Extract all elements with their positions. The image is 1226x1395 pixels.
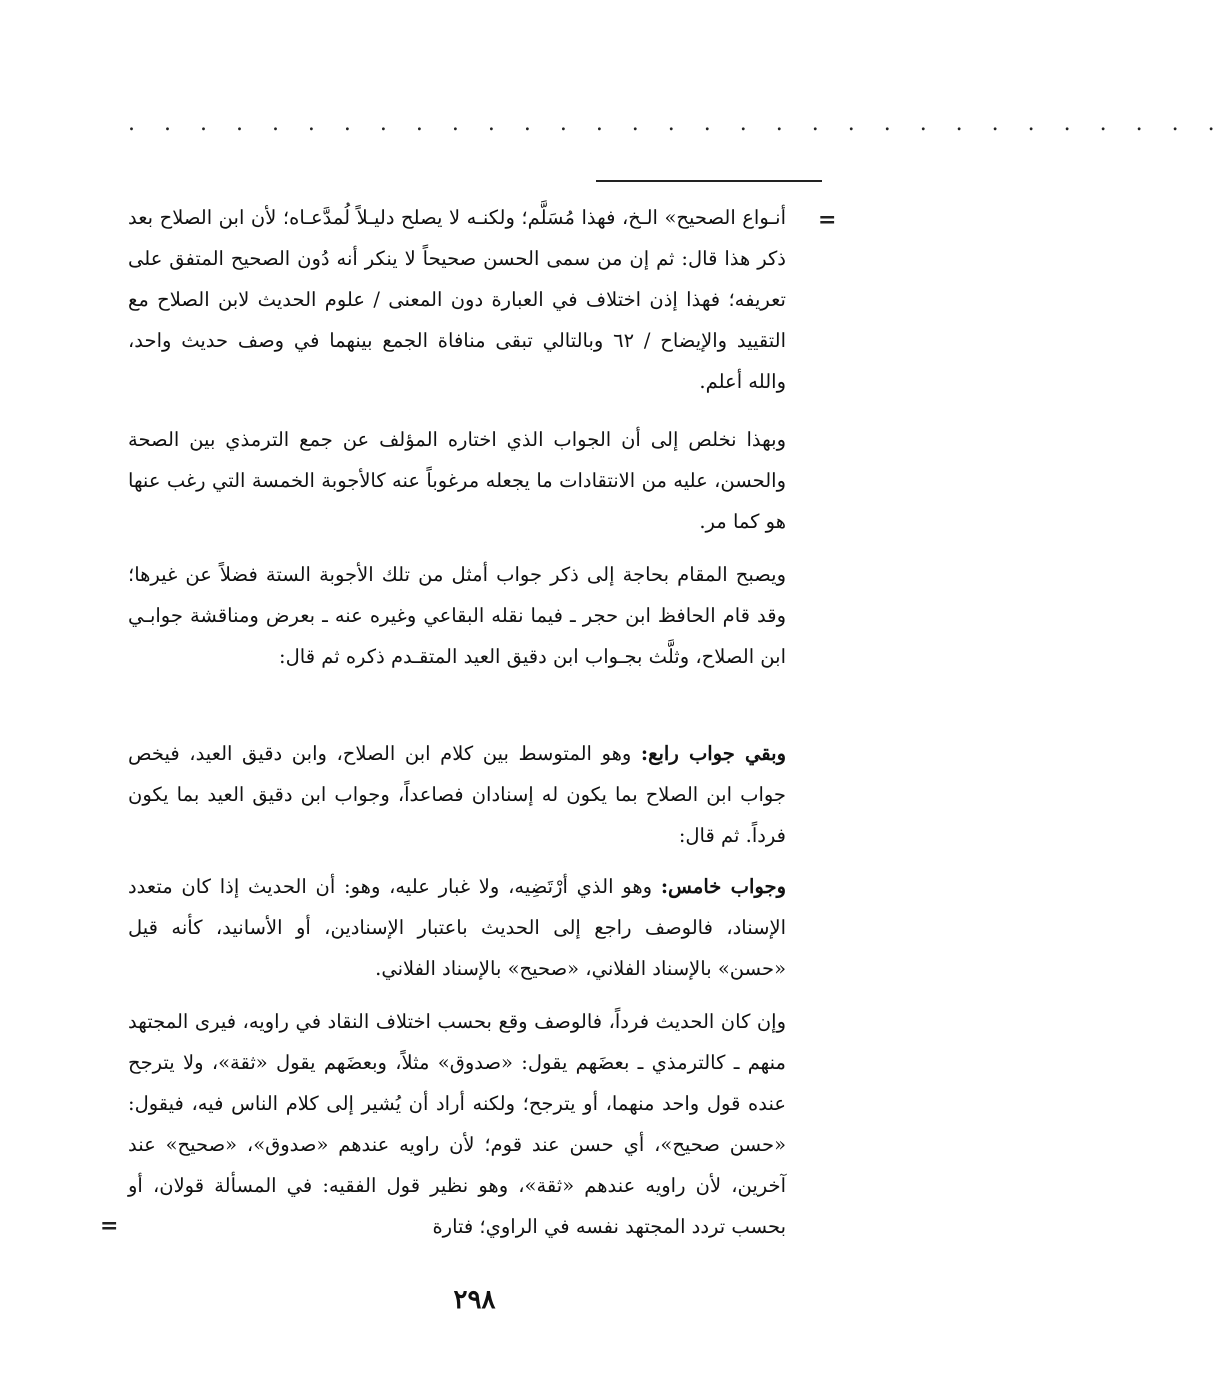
continuation-mark-bottom: = — [100, 1213, 119, 1239]
paragraph-fourth-answer — [128, 733, 786, 856]
paragraph-lead: وبقي جواب رابع: — [640, 742, 786, 765]
paragraph-text: وهو الذي أرْتَضِيه، ولا غبار عليه، وهو: أن الحديث إذا كان متعدد الإسناد، فالوصف راجع إلى الحديث باعتبار الإسنادين، أو الأسانيد، كأنه قيل «حسن» بالإسناد الفلاني، «صحيح» بالإسناد الفلاني. — [128, 875, 786, 980]
paragraph-text: ويصبح المقام بحاجة إلى ذكر جواب أمثل من تلك الأجوبة الستة فضلاً عن غيرها؛ وقد قام الحافظ ابن حجر ـ فيما نقله البقاعي وغيره عنه ـ بعرض ومناقشة جوابـي ابن الصلاح، وثلَّث بجـواب ابن دقيق العيد المتقـدم ذكره ثم قال: — [128, 563, 786, 668]
paragraph-text: وإن كان الحديث فرداً، فالوصف وقع بحسب اختلاف النقاد في راويه، فيرى المجتهد منهم ـ كالترمذي ـ بعضَهم يقول: «صدوق» مثلاً، وبعضَهم يقول «ثقة»، ولا يترجح عنده قول واحد منهما، أو يترجح؛ ولكنه أراد أن يُشير إلى كلام الناس فيه، فيقول: «حسن صحيح»، أي حسن عند قوم؛ لأن راويه عندهم «صدوق»، «صحيح» عند آخرين، لأن راويه عندهم «ثقة»، وهو نظير قول الفقيه: في المسألة قولان، أو بحسب تردد المجتهد نفسه في الراوي؛ فتارة — [128, 1010, 786, 1238]
paragraph-text: أنـواع الصحيح» الـخ، فهذا مُسَلَّم؛ ولكنـه لا يصلح دليـلاً لُمدَّعـاه؛ لأن ابن الصلاح بعد ذكر هذا قال: ثم إن من سمى الحسن صحيحاً لا ينكر أنه دُون الصحيح المتفق على تعريفه؛ فهذا إذن اختلاف في العبارة دون المعنى / علوم الحديث لابن الصلاح مع التقييد والإيضاح / ٦٢ وبالتالي تبقى منافاة الجمع بينهما في وصف حديث واحد، والله أعلم. — [128, 206, 786, 393]
paragraph-ibn-hajar — [128, 554, 786, 677]
page-number: ٢٩٨ — [453, 1285, 496, 1315]
paragraph-text: وهو المتوسط بين كلام ابن الصلاح، وابن دقيق العيد، فيخص جواب ابن الصلاح بما يكون له إسنادان فصاعداً، وجواب ابن دقيق العيد بما يكون فرداً. ثم قال: — [128, 742, 786, 847]
paragraph-lead: وجواب خامس: — [660, 875, 786, 898]
footnote-rule — [596, 180, 822, 182]
dotted-separator: . . . . . . . . . . . . . . . . . . . . . . . . . . . . . . . — [128, 111, 1226, 136]
paragraph-footnote-continuation — [128, 197, 786, 402]
paragraph-fifth-answer — [128, 866, 786, 989]
continuation-mark-top: = — [818, 207, 837, 233]
paragraph-single-chain — [128, 1001, 786, 1247]
paragraph-text: وبهذا نخلص إلى أن الجواب الذي اختاره المؤلف عن جمع الترمذي بين الصحة والحسن، عليه من الانتقادات ما يجعله مرغوباً عنه كالأجوبة الخمسة التي رغب عنها هو كما مر. — [128, 428, 786, 533]
paragraph-conclusion — [128, 419, 786, 542]
